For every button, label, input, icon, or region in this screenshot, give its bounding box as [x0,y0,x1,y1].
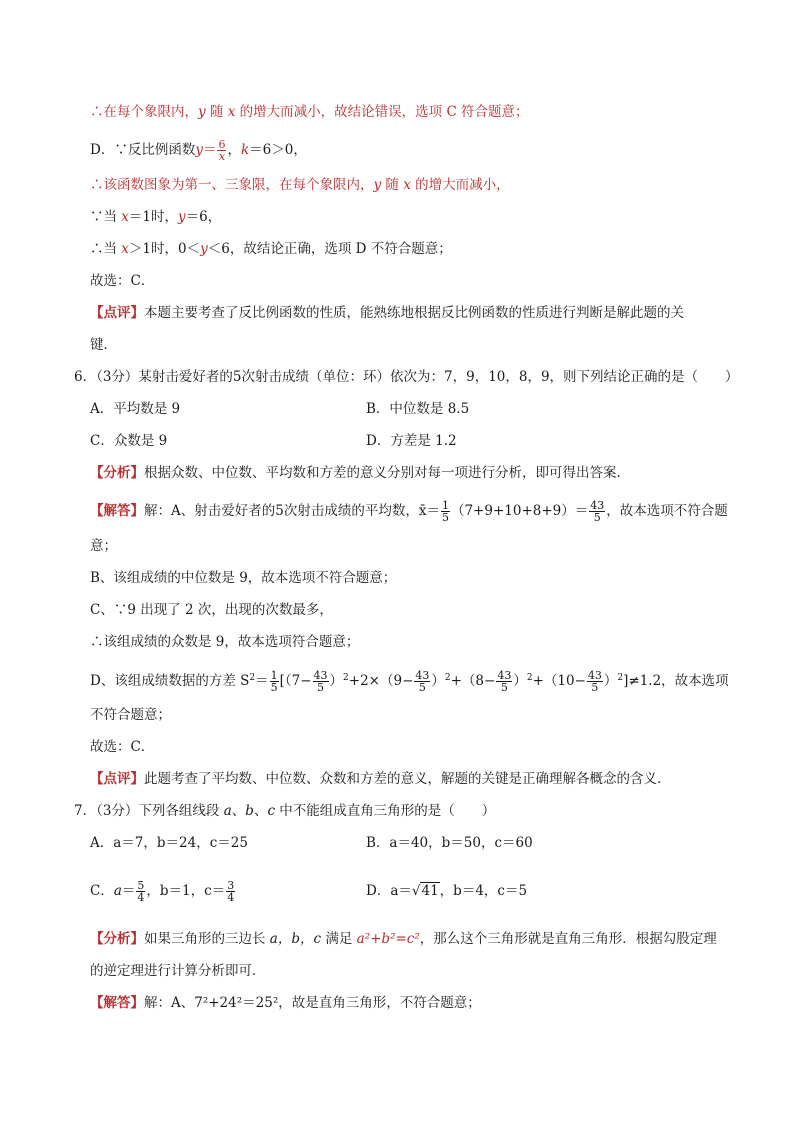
option-a: A．平均数是 9 [90,401,181,417]
solution-line: D、该组成绩数据的方差 $S^2=$ $\frac{1}{5}$ [（7− $\frac{43}{5}$ ）$^2$+2×（9− $\frac{43}{5}$ ）$^2$+（8− $\frac{43}{5}$ ）$^2$+（10− $\frac{43}{5}$ ）$^2$]≠1.2，故本选项 [90,669,729,694]
solution-line: 故选：C． [90,273,155,289]
fraction: $\frac{1}{5}$ [441,499,449,524]
comment-line: 【点评】本题主要考查了反比例函数的性质，能熟练地根据反比例函数的性质进行判断是解此题的关 [90,305,684,321]
fraction: $\frac{43}{5}$ [590,499,605,524]
solution-line: D．∵反比例函数y＝ $\frac{6}{x}$ ，k＝6＞0， [90,138,307,163]
solution-line: 不符合题意； [90,707,171,723]
solution-line: B、该组成绩的中位数是 9，故本选项不符合题意； [90,570,397,586]
fraction: $\frac{43}{5}$ [415,669,430,694]
analysis-tag: 【分析】 [90,931,144,947]
solution-line: 【解答】解：A、7²+24²＝25²，故是直角三角形，不符合题意； [90,995,481,1011]
fraction: $\frac{6}{x}$ [218,138,226,163]
question-7: 7．（3分）下列各组线段 a、b、c 中不能组成直角三角形的是（ ） [74,803,496,819]
solution-line: 故选：C． [90,739,155,755]
solution-tag: 【解答】 [90,995,144,1011]
comment-line: 键． [90,337,117,353]
solution-line: C、∵9 出现了 2 次，出现的次数最多， [90,602,333,618]
fraction: $\frac{43}{5}$ [497,669,512,694]
fraction: $\frac{43}{5}$ [313,669,328,694]
option-a: A．a＝7，b＝24，c＝25 [90,835,248,851]
solution-line: 【解答】解：A、射击爱好者的5次射击成绩的平均数，x̄＝ $\frac{1}{5}$ （7+9+10+8+9）＝ $\frac{43}{5}$ ，故本选项不符合题 [90,499,728,524]
solution-line: ∴当 x＞1时，0＜y＜6，故结论正确，选项 D 不符合题意； [90,241,452,257]
option-d: D．方差是 1.2 [366,433,457,449]
option-d: D．a＝√41，b＝4，c＝5 [366,883,528,899]
solution-line: ∴该组成绩的众数是 9，故本选项符合题意； [90,634,360,650]
solution-line: 意； [90,538,117,554]
solution-line: ∵当 x＝1时，y＝6， [90,209,222,225]
analysis-line: 【分析】根据众数、中位数、平均数和方差的意义分别对每一项进行分析，即可得出答案． [90,465,630,481]
option-b: B．a＝40，b＝50，c＝60 [366,835,533,851]
solution-line: ∴该函数图象为第一、三象限，在每个象限内，y 随 x 的增大而减小， [90,177,510,193]
comment-tag: 【点评】 [90,305,144,321]
fraction: $\frac{3}{4}$ [227,879,235,904]
option-c: C．a＝ $\frac{5}{4}$ ，b＝1，c＝ $\frac{3}{4}$ [90,879,235,904]
solution-tag: 【解答】 [90,503,144,519]
comment-tag: 【点评】 [90,771,144,787]
option-b: B．中位数是 8.5 [366,401,470,417]
option-c: C．众数是 9 [90,433,168,449]
fraction: $\frac{1}{5}$ [270,669,278,694]
solution-line: ∴在每个象限内，y 随 x 的增大而减小，故结论错误，选项 C 符合题意； [90,104,529,120]
analysis-tag: 【分析】 [90,465,144,481]
fraction: $\frac{43}{5}$ [587,669,602,694]
question-6: 6．（3分）某射击爱好者的5次射击成绩（单位：环）依次为：7，9，10，8，9，则下列结论正确的是（ ） [74,369,739,385]
comment-line: 【点评】此题考查了平均数、中位数、众数和方差的意义，解题的关键是正确理解各概念的含义． [90,771,671,787]
analysis-line: 【分析】如果三角形的三边长 a，b，c 满足 a²+b²=c²，那么这个三角形就是直角三角形．根据勾股定理 [90,931,717,947]
sqrt-symbol: √41 [411,883,439,899]
analysis-line: 的逆定理进行计算分析即可． [90,963,266,979]
fraction: $\frac{5}{4}$ [137,879,145,904]
